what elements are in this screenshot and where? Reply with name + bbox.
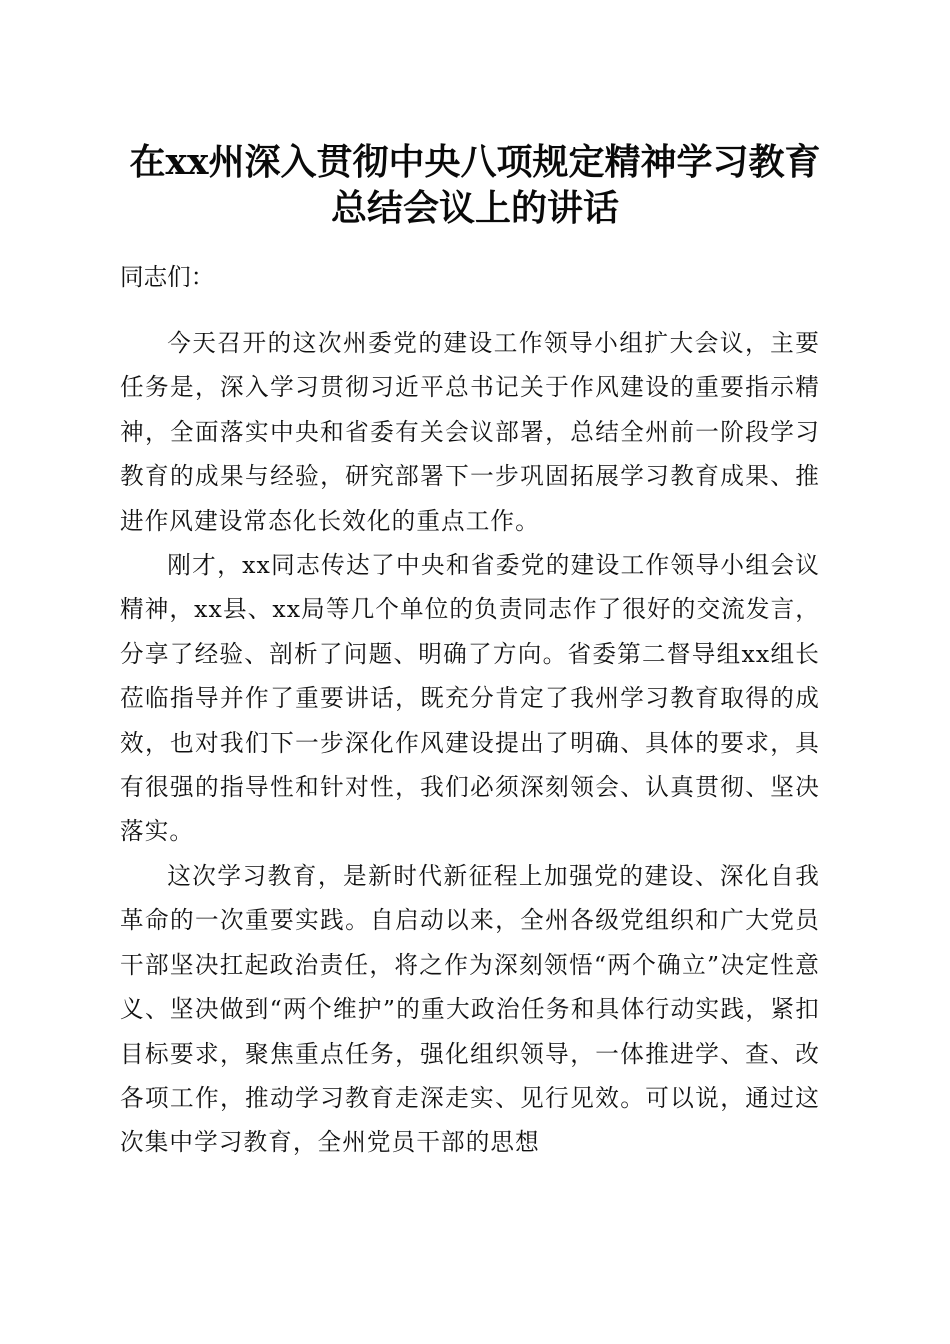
paragraph-1 [120, 321, 820, 543]
paragraph-text: 这次学习教育，是新时代新征程上加强党的建设、深化自我革命的一次重要实践。自启动以来，全州各级党组织和广大党员干部坚决扛起政治责任，将之作为深刻领悟“两个确立”决定性意义、坚决做到“两个维护”的重大政治任务和具体行动实践，紧扣目标要求，聚焦重点任务，强化组织领导，一体推进学、查、改各项工作，推动学习教育走深走实、见行见效。可以说，通过这次集中学习教育，全州党员干部的思想 [120, 862, 820, 1157]
document-title-line-1: 在xx州深入贯彻中央八项规定精神学习教育 [129, 141, 821, 183]
paragraph-2 [120, 543, 820, 854]
paragraph-text: 今天召开的这次州委党的建设工作领导小组扩大会议，主要任务是，深入学习贯彻习近平总书记关于作风建设的重要指示精神，全面落实中央和省委有关会议部署，总结全州前一阶段学习教育的成果与经验，研究部署下一步巩固拓展学习教育成果、推进作风建设常态化长效化的重点工作。 [120, 329, 820, 535]
document-title-line-2: 总结会议上的讲话 [330, 187, 619, 229]
salutation: 同志们： [120, 263, 215, 291]
paragraph-text: 刚才，xx同志传达了中央和省委党的建设工作领导小组会议精神，xx县、xx局等几个单位的负责同志作了很好的交流发言，分享了经验、剖析了问题、明确了方向。省委第二督导组xx组长莅临指导并作了重要讲话，既充分肯定了我州学习教育取得的成效，也对我们下一步深化作风建设提出了明确、具体的要求，具有很强的指导性和针对性，我们必须深刻领会、认真贯彻、坚决落实。 [120, 551, 820, 846]
paragraph-3 [120, 854, 820, 1165]
